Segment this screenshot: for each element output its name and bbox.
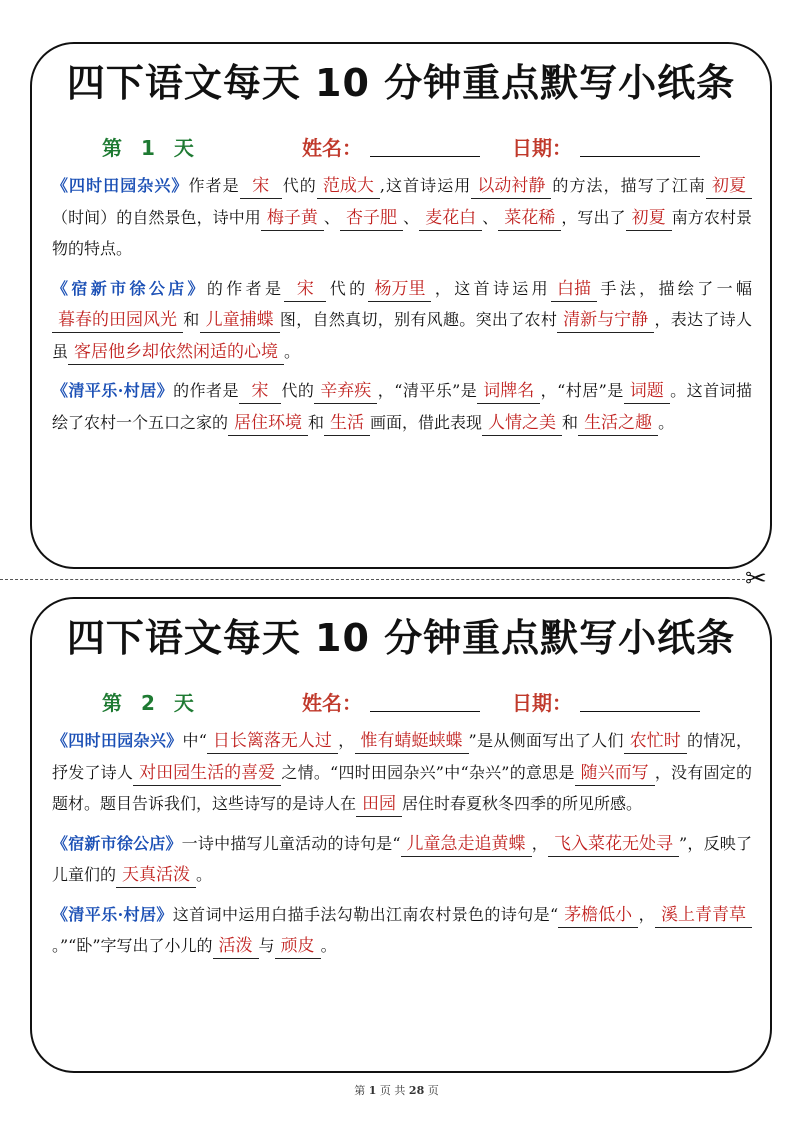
footer-suffix: 页	[427, 1084, 439, 1097]
answer-blank[interactable]: 居住环境	[228, 411, 308, 436]
answer-blank[interactable]: 生活	[324, 411, 370, 436]
scissors-icon: ✂	[745, 564, 767, 594]
note-card-day-2	[30, 597, 772, 1073]
answer-blank[interactable]: 初夏	[626, 206, 672, 231]
card-body	[52, 725, 752, 970]
answer-blank[interactable]: 宋	[239, 379, 281, 404]
question-paragraph	[52, 899, 752, 962]
info-row	[94, 132, 734, 162]
poem-title: 《四时田园杂兴》	[52, 176, 189, 195]
answer-blank[interactable]: 溪上青青草	[655, 903, 752, 928]
body-text: ，	[638, 904, 655, 924]
body-text: 的作者是	[206, 278, 285, 298]
info-row	[94, 687, 734, 717]
body-text: ，	[531, 833, 548, 853]
name-blank[interactable]	[370, 687, 480, 712]
body-text: 。”“卧”字写出了小儿的	[52, 936, 213, 955]
answer-blank[interactable]: 对田园生活的喜爱	[133, 761, 281, 786]
poem-title: 《四时田园杂兴》	[52, 731, 183, 750]
body-text: 中“	[182, 731, 207, 750]
answer-blank[interactable]: 儿童急走追黄蝶	[401, 832, 532, 857]
answer-blank[interactable]: 天真活泼	[116, 863, 196, 888]
answer-blank[interactable]: 白描	[551, 277, 597, 302]
body-text: 。	[320, 936, 337, 955]
answer-blank[interactable]: 辛弃疾	[314, 379, 377, 404]
question-paragraph	[52, 375, 752, 438]
body-text: ，“清平乐”是	[377, 381, 478, 400]
answer-blank[interactable]: 宋	[240, 174, 282, 199]
date-label: 日期：	[512, 691, 572, 715]
body-text: 画面，借此表现	[370, 412, 483, 432]
answer-blank[interactable]: 飞入菜花无处寻	[548, 832, 679, 857]
answer-blank[interactable]: 清新与宁静	[557, 308, 654, 333]
body-text: ，“村居”是	[540, 381, 624, 400]
body-text: ”，反映了儿童们的	[52, 833, 752, 884]
body-text: 代的	[326, 278, 369, 298]
question-paragraph	[52, 828, 752, 891]
body-text: 代的	[281, 176, 317, 195]
cut-line	[0, 579, 745, 580]
question-paragraph	[52, 273, 752, 368]
body-text: 。	[658, 412, 675, 432]
answer-blank[interactable]: 菜花稀	[498, 206, 561, 231]
answer-blank[interactable]: 客居他乡却依然闲适的心境	[68, 340, 284, 365]
body-text: 南方农村景物的特点。	[52, 207, 752, 258]
answer-blank[interactable]: 田园	[356, 792, 402, 817]
answer-blank[interactable]: 初夏	[706, 174, 752, 199]
body-text: 图，自然真切，别有风趣。突出了农村	[279, 310, 558, 329]
body-text: 。	[196, 865, 213, 884]
footer-prefix: 第	[354, 1084, 366, 1097]
answer-blank[interactable]: 范成大	[317, 174, 380, 199]
answer-blank[interactable]: 词牌名	[477, 379, 540, 404]
body-text: ，这首诗运用	[431, 278, 552, 298]
body-text: 的方法，描写了江南	[551, 176, 706, 195]
date-label: 日期：	[512, 136, 572, 160]
body-text: 之情。“四时田园杂兴”中“杂兴”的意思是	[281, 762, 575, 782]
answer-blank[interactable]: 儿童捕蝶	[200, 308, 280, 333]
poem-title: 《清平乐·村居》	[52, 381, 174, 400]
poem-title: 《宿新市徐公店》	[52, 278, 207, 298]
answer-blank[interactable]: 农忙时	[624, 729, 687, 754]
day-label: 第 2 天	[102, 691, 200, 715]
name-label: 姓名：	[302, 691, 362, 715]
body-text: ，表达了诗人虽	[52, 310, 752, 361]
question-paragraph	[52, 170, 752, 265]
answer-blank[interactable]: 以动衬静	[471, 174, 551, 199]
answer-blank[interactable]: 杏子肥	[340, 206, 403, 231]
answer-blank[interactable]: 梅子黄	[261, 206, 324, 231]
name-blank[interactable]	[370, 132, 480, 157]
answer-blank[interactable]: 词题	[624, 379, 670, 404]
body-text: ，写出了	[561, 207, 626, 227]
body-text: 居住时春夏秋冬四季的所见所感。	[402, 794, 643, 813]
body-text: 的作者是	[173, 381, 239, 400]
page-footer	[0, 1082, 793, 1098]
answer-blank[interactable]: 暮春的田园风光	[52, 308, 183, 333]
page-number: 1	[368, 1084, 377, 1097]
answer-blank[interactable]: 活泼	[213, 934, 259, 959]
day-label: 第 1 天	[102, 136, 200, 160]
card-body	[52, 170, 752, 446]
body-text: ”是从侧面写出了人们	[468, 731, 624, 750]
answer-blank[interactable]: 麦花白	[419, 206, 482, 231]
answer-blank[interactable]: 杨万里	[368, 277, 431, 302]
page-total: 28	[408, 1084, 425, 1097]
body-text: 的情况，抒发了诗人	[52, 731, 752, 782]
body-text: 这首词中运用白描手法勾勒出江南农村景色的诗句是“	[172, 904, 559, 924]
answer-blank[interactable]: 人情之美	[482, 411, 562, 436]
body-text: ，	[337, 731, 355, 750]
body-text: 、	[323, 207, 340, 227]
body-text: 。	[284, 341, 301, 361]
footer-middle: 页 共	[379, 1084, 406, 1097]
answer-blank[interactable]: 顽皮	[275, 934, 321, 959]
card-title: 四下语文每天 10 分钟重点默写小纸条	[66, 61, 736, 105]
name-label: 姓名：	[302, 136, 362, 160]
body-text: 作者是	[188, 176, 240, 195]
card-title: 四下语文每天 10 分钟重点默写小纸条	[66, 616, 736, 660]
answer-blank[interactable]: 茅檐低小	[558, 903, 638, 928]
body-text: ，没有固定的题材。题目告诉我们，这些诗写的是诗人在	[52, 762, 752, 813]
body-text: 、	[482, 207, 499, 227]
answer-blank[interactable]: 日长篱落无人过	[207, 729, 338, 754]
body-text: 。这首词描绘了农村一个五口之家的	[52, 381, 752, 432]
body-text: 手法，描绘了一幅	[597, 278, 752, 298]
body-text: 和	[183, 310, 200, 329]
body-text: 与	[258, 936, 275, 955]
body-text: ,这首诗运用	[379, 176, 472, 195]
answer-blank[interactable]: 宋	[284, 277, 326, 302]
body-text: 代的	[280, 381, 315, 400]
poem-title: 《宿新市徐公店》	[52, 833, 182, 853]
date-blank[interactable]	[580, 132, 700, 157]
poem-title: 《清平乐·村居》	[52, 904, 173, 924]
body-text: （时间）的自然景色，诗中用	[52, 207, 261, 227]
body-text: 、	[403, 207, 420, 227]
date-blank[interactable]	[580, 687, 700, 712]
body-text: 和	[562, 412, 579, 432]
body-text: 和	[308, 412, 325, 432]
answer-blank[interactable]: 随兴而写	[575, 761, 655, 786]
question-paragraph	[52, 725, 752, 820]
answer-blank[interactable]: 生活之趣	[578, 411, 658, 436]
answer-blank[interactable]: 惟有蜻蜓蛱蝶	[355, 729, 469, 754]
note-card-day-1	[30, 42, 772, 569]
body-text: 一诗中描写儿童活动的诗句是“	[181, 833, 401, 853]
